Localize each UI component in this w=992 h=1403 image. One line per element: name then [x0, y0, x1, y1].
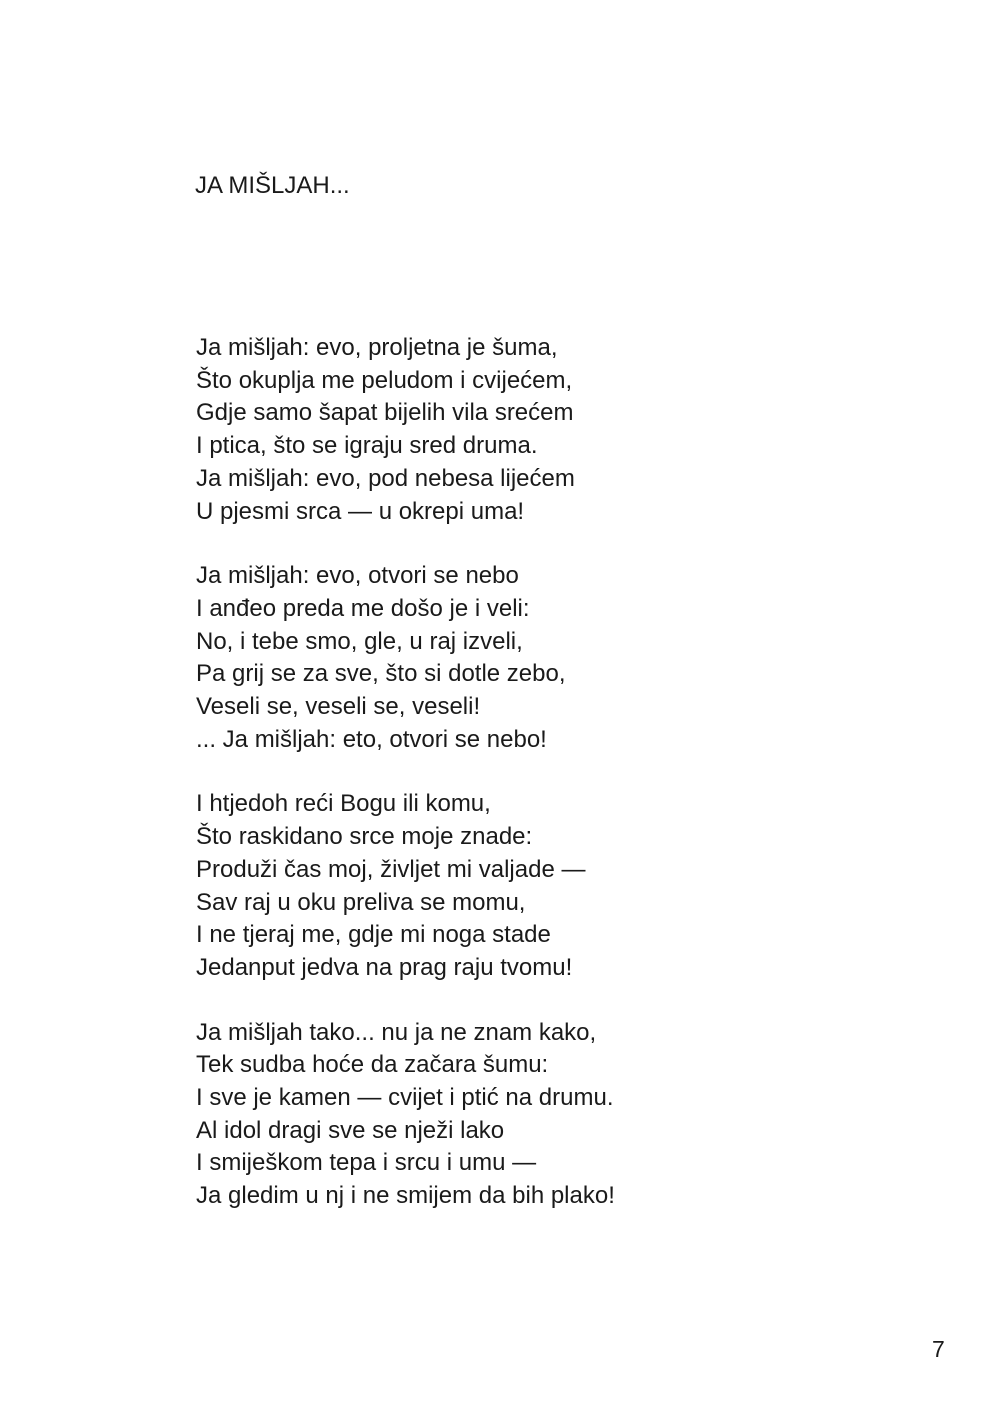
poem-line: U pjesmi srca — u okrepi uma!: [196, 497, 525, 525]
poem-line: Tek sudba hoće da začara šumu:: [196, 1051, 549, 1079]
poem-line: Produži čas moj, življet mi valjade —: [196, 855, 586, 883]
poem-line: Al idol dragi sve se nježi lako: [196, 1116, 505, 1144]
poem-line: Jedanput jedva na prag raju tvomu!: [196, 953, 573, 981]
poem-line: Što okuplja me peludom i cvijećem,: [196, 366, 573, 394]
poem-line: No, i tebe smo, gle, u raj izveli,: [196, 627, 523, 655]
poem-line: ... Ja mišljah: eto, otvori se nebo!: [196, 725, 547, 753]
stanza-1: [196, 332, 796, 528]
poem-line: Ja mišljah tako... nu ja ne znam kako,: [196, 1018, 597, 1046]
poem-line: Ja mišljah: evo, pod nebesa lijećem: [196, 464, 575, 492]
poem-line: Ja mišljah: evo, otvori se nebo: [196, 562, 519, 590]
poem-line: I htjedoh reći Bogu ili komu,: [196, 790, 491, 818]
poem-line: Ja gledim u nj i ne smijem da bih plako!: [196, 1182, 615, 1210]
poem-line: Pa grij se za sve, što si dotle zebo,: [196, 660, 566, 688]
stanza-3: [196, 788, 796, 984]
stanza-2: [196, 560, 796, 756]
page-number: 7: [932, 1336, 945, 1362]
poem-line: I ne tjeraj me, gdje mi noga stade: [196, 921, 551, 949]
poem-line: Ja mišljah: evo, proljetna je šuma,: [196, 334, 558, 361]
poem-line: Gdje samo šapat bijelih vila srećem: [196, 399, 574, 427]
poem-line: Veseli se, veseli se, veseli!: [196, 693, 481, 721]
poem-line: Što raskidano srce moje znade:: [196, 823, 533, 851]
poem-line: I smiješkom tepa i srcu i umu —: [196, 1149, 537, 1177]
poem-line: I sve je kamen — cvijet i ptić na drumu.: [196, 1084, 614, 1112]
poem-line: I anđeo preda me došo je i veli:: [196, 594, 530, 622]
poem-title: JA MIŠLJAH...: [195, 172, 350, 199]
poem-body: [196, 332, 796, 1245]
stanza-4: [196, 1017, 796, 1213]
poem-line: I ptica, što se igraju sred druma.: [196, 432, 538, 460]
poem-line: Sav raj u oku preliva se momu,: [196, 888, 526, 916]
